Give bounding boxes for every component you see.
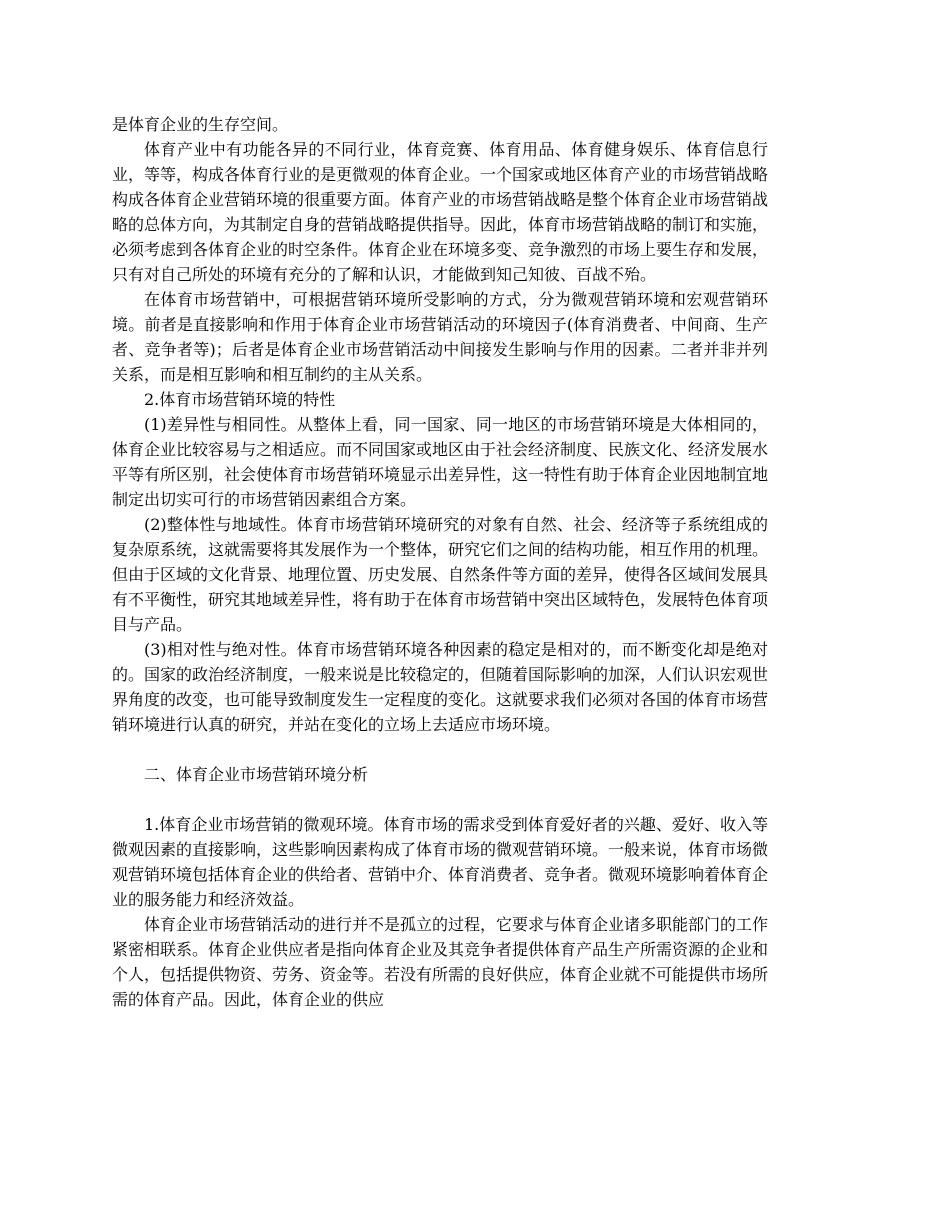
paragraph-micro-macro-environment: 在体育市场营销中，可根据营销环境所受影响的方式，分为微观营销环境和宏观营销环境。前者是直接影响和作用于体育企业市场营销活动的环境因子(体育消费者、中间商、生产者、竞争者等)；后者是体育企业市场营销活动中间接发生影响与作用的因素。二者并非并列关系，而是相互影响和相互制约的主从关系。: [112, 290, 768, 384]
paragraph-industry-strategy: 体育产业中有功能各异的不同行业，体育竞赛、体育用品、体育健身娱乐、体育信息行业，等等，构成各体育行业的是更微观的体育企业。一个国家或地区体育产业的市场营销战略构成各体育企业营销环境的很重要方面。体育产业的市场营销战略是整个体育企业市场营销战略的总体方向，为其制定自身的营销战略提供指导。因此，体育市场营销战略的制订和实施，必须考虑到各体育企业的时空条件。体育企业在环境多变、竞争激烈的市场上要生存和发展，只有对自己所处的环境有充分的了解和认识，才能做到知己知彼、百战不殆。: [112, 140, 769, 284]
spacer: [112, 737, 768, 762]
paragraph-relativity-absoluteness: (3)相对性与绝对性。体育市场营销环境各种因素的稳定是相对的，而不断变化却是绝对的。国家的政治经济制度，一般来说是比较稳定的，但随着国际影响的加深，人们认识宏观世界角度的改变，也可能导致制度发生一定程度的变化。这就要求我们必须对各国的体育市场营销环境进行认真的研究，并站在变化的立场上去适应市场环境。: [112, 640, 769, 734]
section-heading-analysis: 二、体育企业市场营销环境分析: [144, 765, 369, 784]
paragraph-integrity-regionality: (2)整体性与地域性。体育市场营销环境研究的对象有自然、社会、经济等子系统组成的复杂原系统，这就需要将其发展作为一个整体，研究它们之间的结构功能，相互作用的机理。但由于区域的文化背景、地理位置、历史发展、自然条件等方面的差异，使得各区域间发展具有不平衡性，研究其地域差异性，将有助于在体育市场营销中突出区域特色，发展特色体育项目与产品。: [112, 515, 769, 634]
paragraph-difference-similarity: (1)差异性与相同性。从整体上看，同一国家、同一地区的市场营销环境是大体相同的，体育企业比较容易与之相适应。而不同国家或地区由于社会经济制度、民族文化、经济发展水平等有所区别，社会使体育市场营销环境显示出差异性，这一特性有助于体育企业因地制宜地制定出切实可行的市场营销因素组合方案。: [112, 415, 769, 509]
spacer: [112, 787, 768, 812]
section-heading-characteristics: 2.体育市场营销环境的特性: [144, 390, 336, 409]
paragraph-suppliers: 体育企业市场营销活动的进行并不是孤立的过程，它要求与体育企业诸多职能部门的工作紧密相联系。体育企业供应者是指向体育企业及其竞争者提供体育产品生产所需资源的企业和个人，包括提供物资、劳务、资金等。若没有所需的良好供应，体育企业就不可能提供市场所需的体育产品。因此，体育企业的供应: [112, 915, 769, 1009]
document-page: [112, 112, 768, 1012]
paragraph-continuation: 是体育企业的生存空间。: [112, 115, 289, 134]
paragraph-micro-environment: 1.体育企业市场营销的微观环境。体育市场的需求受到体育爱好者的兴趣、爱好、收入等微观因素的直接影响，这些影响因素构成了体育市场的微观营销环境。一般来说，体育市场微观营销环境包括体育企业的供给者、营销中介、体育消费者、竞争者。微观环境影响着体育企业的服务能力和经济效益。: [112, 815, 769, 909]
